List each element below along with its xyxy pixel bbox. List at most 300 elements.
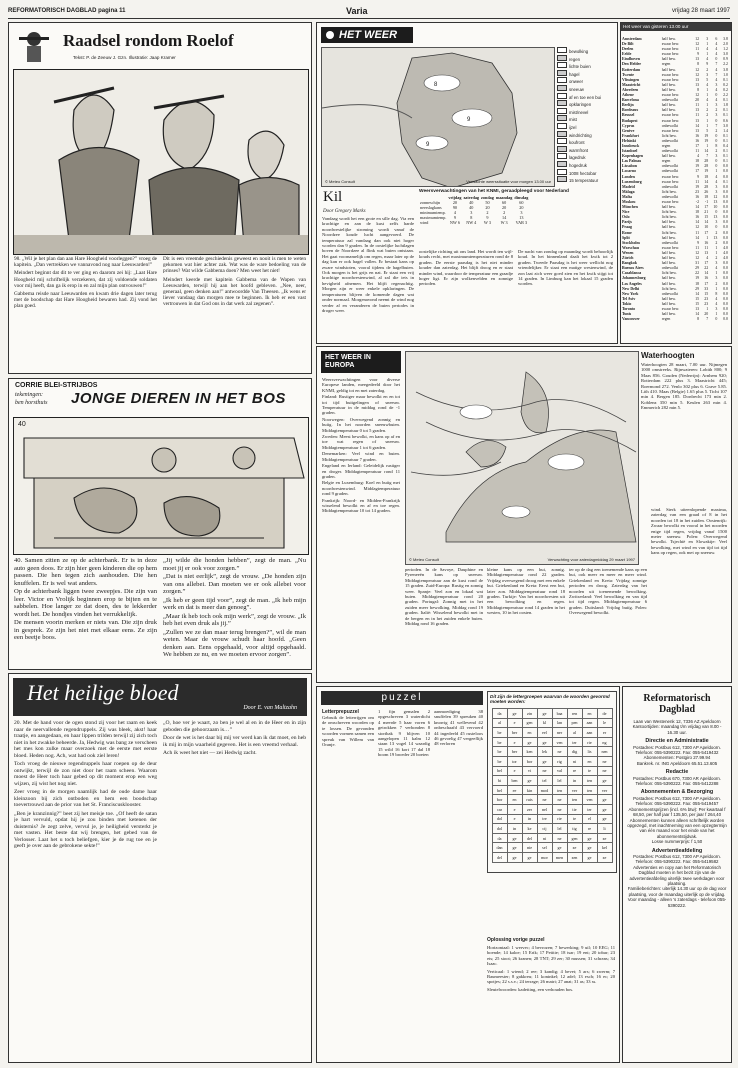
legend-label: sneeuw: [569, 86, 584, 92]
puzzel-grid-cell: nel: [537, 804, 552, 814]
puzzel-grid-cell: ke: [522, 824, 537, 834]
table-cell: 0.1: [723, 77, 728, 82]
table-cell: 17: [704, 205, 709, 210]
table-cell: 0.1: [723, 133, 728, 138]
table-cell: Luxemburg: [622, 179, 642, 184]
puzzel-grid-cell: de: [597, 709, 612, 719]
forecast-table-block: [419, 189, 613, 247]
puzzel-grid-cell: men: [552, 852, 567, 862]
puzzel-grid-cell: dan: [492, 843, 507, 853]
puzzel-grid-cell: ne: [552, 804, 567, 814]
table-cell: 3.0: [723, 52, 728, 57]
colofon-advertentie-2: Advertenties en copy aan het Reformatorisch Dagblad moeten in het bezit zijn van de advertentieafdeling uiterlijk twee werkdagen voor plaatsing.: [629, 864, 725, 886]
jonge-dieren-para: De mensen voorin merken er niets van. Die zijn druk in gesprek. Ze zijn het niet met elkaar eens. Ze zijn een beetje boos.: [14, 619, 157, 641]
table-cell: zwaar bew.: [661, 113, 680, 118]
puzzel-grid-cell: rie: [582, 737, 597, 747]
legend-symbol-icon: [557, 131, 567, 137]
colofon-redactie-title: Redactie: [665, 769, 689, 776]
colofon-hours: Kantoortijden: maandag t/m vrijdag van 8.00 - 16.30 uur.: [632, 724, 722, 735]
puzzel-grid-cell: ze: [597, 833, 612, 843]
table-row: [621, 317, 729, 322]
table-cell: 17: [704, 281, 709, 286]
table-cell: Tel Aviv: [622, 296, 636, 301]
table-cell: 31: [695, 261, 700, 266]
waterhoogten-box: [641, 351, 727, 501]
forecast-cell: W 3: [483, 220, 491, 225]
illustrator-name: ben horsthuis: [15, 400, 48, 406]
table-cell: zwaar bew.: [661, 47, 680, 52]
puzzel-grid-cell: ge: [507, 852, 522, 862]
table-cell: 3: [706, 72, 709, 77]
europe-map-caption: Verwachting voor zaterdagmiddag 29 maart 1997: [547, 557, 635, 562]
table-cell: De Bilt: [622, 42, 634, 47]
table-cell: 14: [695, 220, 700, 225]
heilige-bloed-para: Zeer vroeg in de morgen naamlijk had de oude dame haar kleinzoon bij zich ontboden en hem een boodschap toevertrouwd aan de prior van het St. Franciscusklooster.: [14, 789, 157, 808]
table-cell: 0.0: [723, 317, 728, 322]
table-cell: 7: [715, 62, 718, 67]
forecast-table: [419, 195, 529, 225]
puzzel-grid-row: [492, 709, 612, 719]
table-cell: 15: [695, 301, 700, 306]
table-cell: 11: [695, 245, 700, 250]
jonge-dieren-illustration: [13, 417, 309, 555]
table-cell: half bew.: [661, 301, 676, 306]
table-cell: 18: [695, 281, 700, 286]
colofon-body: [627, 719, 727, 1057]
puzzel-intro: [322, 715, 374, 935]
puzzel-grid-cell: be: [492, 737, 507, 747]
legend-symbol-icon: [557, 176, 567, 182]
table-cell: onbewolkt: [661, 98, 679, 103]
puzzel-grid-cell: ge: [597, 804, 612, 814]
puzzel-key-words: Sleutelwoorden: kadetting, een verhouden bos.: [487, 986, 574, 992]
legend-symbol-icon: [557, 123, 567, 129]
table-cell: 15: [704, 215, 709, 220]
table-cell: 4: [715, 87, 718, 92]
puzzel-grid-cell: tel: [537, 776, 552, 786]
table-cell: 0.0: [723, 205, 728, 210]
table-cell: 1: [715, 245, 718, 250]
puzzel-grid-cell: ge: [507, 709, 522, 719]
table-cell: 12: [695, 93, 700, 98]
table-cell: 0: [715, 164, 718, 169]
table-cell: zwaar bew.: [661, 77, 680, 82]
puzzel-grid-cell: ge: [582, 833, 597, 843]
table-cell: Moskou: [622, 200, 636, 204]
puzzel-grid-cell: ne: [597, 766, 612, 776]
table-cell: 18: [695, 210, 700, 215]
puzzel-grid-row: [492, 728, 612, 738]
forecast-day-header: dinsdag: [514, 195, 529, 200]
puzzel-grid-cell: te: [567, 814, 582, 824]
colofon-directie-3: Bankrek. nr. ING Apeldoorn 65.51.13.605: [636, 760, 718, 766]
table-cell: 12: [695, 72, 700, 77]
legend-label: regen: [569, 56, 580, 62]
legend-item: [557, 108, 613, 116]
heilige-bloed-para: Door de wet is het daar bij mij ver werd kan ik dat moet, en heb ik mij in mijn waarheid gegeven. Het is een vreemd verhaal.: [163, 735, 306, 748]
table-cell: half bew.: [661, 312, 676, 317]
table-cell: 4: [697, 154, 700, 159]
table-cell: 0.0: [723, 169, 728, 174]
table-cell: 14: [704, 149, 709, 154]
table-cell: 0.0: [723, 194, 728, 199]
puzzel-grid-row: [492, 804, 612, 814]
svg-text:9: 9: [467, 117, 471, 123]
table-cell: 1: [706, 87, 709, 92]
heilige-bloed-para: „O, hoe ver je waart, zo ben je wel al en in de Heer en in zijn geboden die gehoorzaam is…”: [163, 720, 306, 733]
table-cell: zwaar bew.: [661, 245, 680, 250]
legend-item: [557, 62, 613, 70]
puzzel-grid-cell: aan: [582, 718, 597, 728]
forecast-row: [419, 220, 529, 225]
table-cell: 0: [715, 210, 718, 215]
table-cell: 13: [713, 215, 718, 220]
legend-item: [557, 115, 613, 123]
puzzel-grid-cell: er: [597, 728, 612, 738]
puzzel-grid-title: Dit zijn de lettergroepen waarvan de woorden gevormd moeten worden:: [490, 694, 610, 704]
table-cell: 4: [715, 301, 718, 306]
table-cell: onbewolkt: [661, 266, 679, 271]
table-cell: 0: [715, 317, 718, 322]
puzzel-intro-text: Gebruik de letterrijgen om de omschreven woorden op te lossen. De gevonden woorden vormen samen een spreuk van Willem van Oranje.: [322, 715, 374, 748]
europe-para: ter op de dag een toenemende kans op een bui, ook meer en meer en meer wind. Griekenland en Kreta: Vrijdag zonnige perioden en droog. Zaterdag van het noorden uit toenemende bewolking. Zwitserland: Veel bewolking en van tijd tot tijd regen. Middagtemperatuur 6 graden. Duitsland: Vrijdag buiïg. Polen: Overwegend bewolkt.: [569, 567, 647, 616]
legend-label: lagedruk: [569, 155, 586, 161]
table-cell: zwaar bew.: [661, 174, 680, 179]
table-cell: Deelen: [622, 47, 634, 52]
table-cell: -1: [704, 200, 709, 204]
table-cell: 0.0: [723, 312, 728, 317]
europe-para: Denemarken: Veel wind en buien. Middagtemperatuur 7 graden.: [322, 451, 400, 462]
table-cell: half bew.: [661, 108, 676, 113]
table-cell: zwaar bew.: [661, 118, 680, 123]
table-cell: 0: [715, 57, 718, 62]
table-cell: 13: [713, 235, 718, 240]
table-cell: Twente: [622, 72, 635, 77]
table-cell: 1: [706, 103, 709, 108]
table-cell: 3.0: [723, 123, 728, 128]
legend-symbol-icon: [557, 85, 567, 91]
europe-text-col4: [569, 567, 647, 677]
table-cell: 14: [695, 312, 700, 317]
table-cell: New Delhi: [622, 286, 640, 291]
jonge-dieren-header: [13, 382, 307, 416]
forecast-cell: 50: [485, 200, 490, 205]
colofon-redactie: Postadres: Postbus 670, 7300 AR Apeldoorn. Telefoon: 055-5390222. Fax: 055-5412288: [632, 775, 722, 787]
puzzel-grid-block: [487, 691, 617, 873]
legend-item: [557, 123, 613, 131]
legend-symbol-icon: [557, 62, 567, 68]
puzzel-grid-cell: el: [582, 814, 597, 824]
table-cell: 9: [697, 52, 700, 57]
table-cell: 8: [715, 143, 718, 148]
table-cell: 13: [695, 306, 700, 311]
table-cell: 1.8: [723, 103, 728, 108]
table-cell: 10: [704, 225, 709, 230]
table-cell: 0.0: [723, 261, 728, 266]
puzzel-grid-cell: zen: [567, 852, 582, 862]
table-cell: Casablanca: [622, 271, 642, 276]
table-cell: 0.2: [723, 82, 728, 87]
table-cell: 3: [715, 154, 718, 159]
puzzel-grid-cell: le: [597, 718, 612, 728]
forecast-cell: 20: [485, 205, 490, 210]
jonge-dieren-para: „Ik heb er geen tijd voor”, zegt de man. „Ik heb mijn werk en dat is meer dan genoeg”.: [163, 596, 306, 611]
table-cell: 0: [715, 159, 718, 164]
table-cell: zwaar bew.: [661, 128, 680, 133]
table-cell: Genève: [622, 128, 635, 133]
legend-label: hogedruk: [569, 162, 587, 168]
legend-label: onweer: [569, 79, 584, 85]
table-cell: -2: [695, 200, 700, 204]
legend-label: bewolking: [569, 49, 589, 54]
table-cell: 18: [704, 174, 709, 179]
puzzel-grid-cell: ge: [507, 843, 522, 853]
colofon-abonnement-3: Abonnementen kunnen alleen schriftelijk worden opgezegd, met inachtneming van een opzegtermijn van één maand voor het einde van het abonnementstijdvak.: [627, 817, 727, 839]
table-cell: 3: [715, 113, 718, 118]
puzzel-grid-cell: in: [567, 776, 582, 786]
forecast-row-label: minimumtemp.: [420, 210, 446, 215]
forecast-cell: 60: [519, 200, 524, 205]
table-cell: 11: [695, 113, 700, 118]
table-cell: 20: [704, 312, 709, 317]
table-cell: 13: [713, 200, 718, 204]
table-cell: 9: [697, 174, 700, 179]
table-cell: licht bew.: [661, 189, 677, 194]
panel-number: 40: [18, 421, 26, 428]
table-cell: 3: [715, 276, 718, 281]
jonge-dieren-text-left: [14, 557, 157, 666]
table-cell: Málaga: [622, 189, 635, 194]
raadsel-drawing: [14, 70, 308, 254]
puzzel-grid-cell: bor: [522, 756, 537, 766]
forecast-day-header: vrijdag: [448, 195, 462, 200]
jonge-dieren-title: JONGE DIEREN IN HET BOS: [71, 390, 286, 407]
jonge-dieren-para: 40. Samen zitten ze op de achterbank. Er is in deze auto geen doos. Er zijn hier geen kinderen die op hem passen. Die hen tegen zich aanhouden. Die hen knuffelen. Er is wel wat anders.: [14, 557, 157, 587]
legend-symbol-icon: [557, 47, 567, 53]
puzzel-grid-cell: pen: [567, 718, 582, 728]
table-cell: 0.0: [723, 281, 728, 286]
table-cell: 1: [706, 42, 709, 47]
puzzel-grid-cell: ten: [567, 795, 582, 805]
legend-symbol-icon: [557, 77, 567, 83]
forecast-cell: 3: [470, 210, 473, 215]
author-name: CORRIE BLEI-STRIJBOS: [15, 382, 98, 389]
puzzel-grid-cell: en: [582, 709, 597, 719]
puzzel-grid-cell: ter: [567, 737, 582, 747]
puzzel-grid-cell: ge: [582, 843, 597, 853]
forecast-table-title: Weersverwachtingen van het KNMI, geraadpleegd voor Nederland: [419, 189, 569, 194]
table-cell: 11: [695, 47, 700, 52]
table-cell: 0.0: [723, 296, 728, 301]
puzzel-grid-cell: cij: [537, 824, 552, 834]
europe-text-col1: [322, 377, 400, 677]
table-cell: 0: [715, 133, 718, 138]
table-cell: 0: [715, 93, 718, 98]
table-cell: 11: [704, 245, 709, 250]
table-cell: 11: [695, 230, 700, 235]
weather-section: [316, 22, 618, 344]
table-cell: half bew.: [661, 250, 676, 255]
table-cell: 13: [695, 108, 700, 113]
svg-text:8: 8: [434, 82, 438, 88]
table-cell: 12: [695, 37, 700, 41]
europe-para: Noorwegen: Overwegend zonnig en buiig. In het noorden sneeuwbuien. Middagtemperatuur 0 tot 5 graden.: [322, 416, 400, 433]
table-cell: 0.1: [723, 98, 728, 103]
puzzel-grid-cell: ter: [582, 804, 597, 814]
forecast-cell: 3: [520, 210, 523, 215]
table-cell: onbewolkt: [661, 291, 679, 296]
legend-item: [557, 100, 613, 108]
table-cell: half bew.: [661, 225, 676, 230]
table-cell: 2: [706, 108, 709, 113]
table-cell: 0.1: [723, 113, 728, 118]
colofon-advertentie: Postadres: Postbus 612, 7300 AP Apeldoorn. Telefoon: 055-5390222. Fax: 055-5419582: [633, 853, 721, 865]
jonge-dieren-para: „Dat is niet eerlijk”, zegt de vrouw. „De honden zijn van ons allebei. Dan moeten we er ook allebei voor zorgen.”: [163, 573, 306, 595]
legend-item: [557, 93, 613, 101]
puzzel-grid-cell: e: [507, 804, 522, 814]
netherlands-map: [322, 48, 554, 186]
table-cell: 1: [706, 235, 709, 240]
puzzel-grid-row: [492, 766, 612, 776]
puzzel-grid-cell: val: [552, 766, 567, 776]
table-cell: 2: [715, 256, 718, 261]
table-cell: licht bew.: [661, 133, 677, 138]
table-cell: Malta: [622, 194, 632, 199]
table-cell: Johannesburg: [622, 276, 646, 281]
table-cell: Maastricht: [622, 82, 641, 87]
puzzel-grid-cell: dol: [492, 824, 507, 834]
table-cell: Oslo: [622, 215, 630, 220]
table-cell: 16: [704, 240, 709, 245]
puzzel-grid-cell: tor: [507, 756, 522, 766]
table-cell: 13: [695, 128, 700, 133]
table-cell: 0.0: [723, 184, 728, 189]
puzzel-grid-row: [492, 785, 612, 795]
table-cell: 7: [706, 317, 709, 322]
table-cell: 16: [695, 215, 700, 220]
forecast-cell: 9: [453, 215, 456, 220]
table-cell: Helsinki: [622, 138, 636, 143]
table-cell: 0.0: [723, 301, 728, 306]
table-cell: half bew.: [661, 103, 676, 108]
table-cell: 0.0: [723, 291, 728, 296]
table-cell: Los Angeles: [622, 281, 642, 286]
table-cell: 13: [695, 118, 700, 123]
table-cell: Madrid: [622, 184, 635, 189]
legend-item: [557, 161, 613, 169]
table-cell: 14: [695, 291, 700, 296]
table-cell: 0.1: [723, 108, 728, 113]
weather-map: [321, 47, 555, 187]
table-cell: 0.0: [723, 164, 728, 169]
table-cell: 4: [706, 57, 709, 62]
svg-text:9: 9: [426, 142, 430, 148]
table-cell: 19: [695, 164, 700, 169]
puzzel-grid-cell: da: [492, 709, 507, 719]
forecast-cell: NW 4: [466, 220, 477, 225]
europe-para: Zweden: Meest bewolkt, en kans op af en toe wat regen of sneeuw. Middagtemperatuur 1 tot 6 graden.: [322, 434, 400, 450]
table-cell: zwaar bew.: [661, 52, 680, 57]
puzzel-grid-cell: aan: [582, 728, 597, 738]
table-cell: 1: [706, 93, 709, 98]
puzzel-grid-cell: lel: [552, 776, 567, 786]
table-cell: Locarno: [622, 169, 637, 174]
forecast-row-label: wind: [420, 220, 429, 225]
puzzel-grid-cell: eel: [537, 728, 552, 738]
table-cell: Warschau: [622, 245, 639, 250]
forecast-cell: 90: [452, 205, 458, 210]
europe-logo: [321, 351, 401, 373]
puzzel-grid-cell: ng: [597, 737, 612, 747]
table-cell: Kopenhagen: [622, 154, 643, 159]
table-cell: 2: [715, 230, 718, 235]
puzzel-grid-cell: lan: [552, 718, 567, 728]
puzzel-grid-cell: e: [507, 766, 522, 776]
legend-symbol-icon: [557, 146, 567, 152]
heilige-bloed-section: [8, 673, 312, 1063]
puzzel-grid-cell: kel: [597, 843, 612, 853]
table-cell: Tokio: [622, 301, 632, 306]
forecast-cell: 2: [503, 210, 506, 215]
table-cell: Nice: [622, 210, 630, 215]
table-cell: 29: [695, 286, 700, 291]
table-cell: 17: [695, 143, 700, 148]
table-cell: 1: [706, 123, 709, 128]
forecast-cell: W 3: [500, 220, 508, 225]
table-cell: 2: [715, 108, 718, 113]
table-cell: 0.0: [723, 230, 728, 235]
table-cell: 1: [706, 52, 709, 57]
table-cell: Londen: [622, 174, 635, 179]
forecast-cell: 2: [486, 210, 489, 215]
table-cell: 28: [704, 164, 709, 169]
legend-item: [557, 85, 613, 93]
table-cell: 14: [704, 220, 709, 225]
table-cell: 4: [715, 42, 718, 47]
kil-paragraph: oostelijke richting uit ons land. Het wordt ten wijl-kouds recht, met maximumtemperaturen rond de 8 graden. De eerste paasdag is het niet minder kouder dan zaterdag. Het blijft droog en er staat minder wind, waardoor de temperatuur een graadje hoger ligt. Er zijn wolkenvelden en zonnige perioden.: [419, 249, 513, 287]
kil-title: Kil: [323, 189, 343, 205]
legend-item: [557, 47, 613, 55]
table-cell: 0.1: [723, 149, 728, 154]
colofon-abonnement-title: Abonnementen & Bezorging: [640, 789, 714, 796]
puzzel-grid-cell: ze: [597, 852, 612, 862]
table-cell: 28: [704, 184, 709, 189]
legend-label: hagel: [569, 71, 580, 77]
puzzel-clues-right: [434, 709, 483, 935]
puzzel-grid-cell: lek: [537, 747, 552, 757]
europe-map: [405, 351, 639, 565]
legend-symbol-icon: [557, 161, 567, 167]
table-cell: 28: [704, 159, 709, 164]
puzzel-grid-cell: lel: [552, 824, 567, 834]
puzzel-grid-row: [492, 776, 612, 786]
table-cell: 16: [695, 133, 700, 138]
puzzel-grid: [492, 708, 613, 863]
table-cell: 7: [715, 72, 718, 77]
puzzel-grid-cell: ge: [537, 756, 552, 766]
puzzel-grid-cell: ner: [552, 728, 567, 738]
colofon-section: [622, 686, 732, 1063]
jonge-dieren-para: „Jij wilde die honden hebben”, zegt de man. „Nu moet jij er ook voor zorgen.”: [163, 557, 306, 572]
puzzel-grid-cell: ne: [537, 795, 552, 805]
legend-label: ijzel: [569, 124, 577, 130]
table-cell: 0.0: [723, 276, 728, 281]
table-cell: 0.0: [723, 286, 728, 291]
table-cell: zwaar bew.: [661, 72, 680, 77]
puzzel-grid-cell: ge: [522, 737, 537, 747]
table-cell: 4: [715, 47, 718, 52]
forecast-row-label: zonneschijn: [420, 200, 441, 205]
